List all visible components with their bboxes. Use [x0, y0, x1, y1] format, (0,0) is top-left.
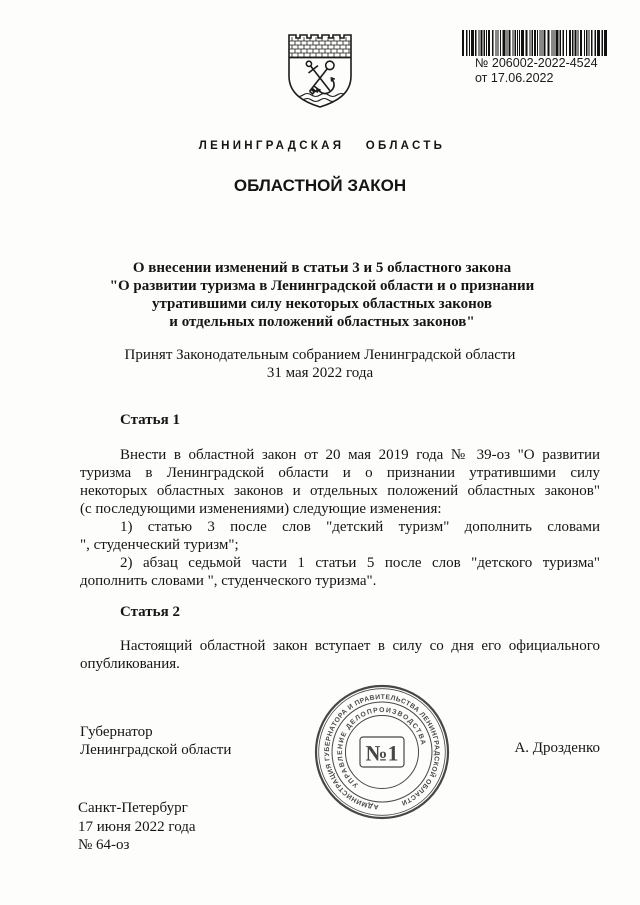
article-2-body	[80, 637, 600, 673]
barcode-bar	[526, 30, 528, 56]
law-title-line: "О развитии туризма в Ленинградской области и о признании	[109, 278, 535, 294]
barcode-bar	[591, 30, 593, 56]
barcode-bar	[496, 30, 497, 56]
barcode-bar	[521, 30, 524, 56]
barcode-bar	[479, 30, 480, 56]
barcode-bar	[556, 30, 559, 56]
footer-place: Санкт-Петербург	[78, 800, 188, 816]
article-1-body	[80, 446, 600, 590]
adoption-line: Принят Законодательным собранием Ленинградской области	[124, 347, 516, 363]
barcode-bar	[597, 30, 600, 56]
barcode-bar	[554, 30, 555, 56]
stamp-center-number: №1	[365, 740, 399, 766]
list-item-line: дополнить словами ", студенческого туризма".	[80, 573, 377, 589]
region-heading: ЛЕНИНГРАДСКАЯ ОБЛАСТЬ	[198, 140, 446, 152]
adoption-date: 31 мая 2022 года	[266, 365, 374, 381]
list-item-line: ", студенческий туризм";	[80, 537, 239, 553]
barcode-bar	[560, 30, 562, 56]
barcode-bar	[548, 30, 550, 56]
barcode-bar	[604, 30, 607, 56]
emblem-fortress-wall	[289, 37, 351, 57]
barcode-bar	[492, 30, 494, 56]
stamp-inner-ring-text: УПРАВЛЕНИЕ ДЕЛОПРОИЗВОДСТВА	[336, 706, 427, 789]
barcode-bar	[462, 30, 464, 56]
barcode-bar	[595, 30, 597, 56]
barcode-bar	[575, 30, 577, 56]
paragraph-line: (с последующими изменениями) следующие изменения:	[80, 501, 442, 517]
footer-number: № 64-оз	[78, 837, 130, 853]
barcode-bar	[509, 30, 511, 56]
barcode-bar	[534, 30, 536, 56]
barcode-bar	[540, 30, 541, 56]
barcode-bar	[471, 30, 474, 56]
barcode-bar	[584, 30, 585, 56]
list-item-line: 2) абзац седьмой части 1 статьи 5 после слов "детского туризма"	[120, 555, 600, 571]
paragraph-line: Настоящий областной закон вступает в силу со дня его официального	[120, 638, 600, 654]
stamp-outer-ring-text: АДМИНИСТРАЦИЯ ГУБЕРНАТОРА И ПРАВИТЕЛЬСТВА ЛЕНИНГРАДСКОЙ ОБЛАСТИ	[323, 693, 441, 810]
barcode-bar	[469, 30, 470, 56]
barcode-bar	[602, 30, 604, 56]
paragraph-line: опубликования.	[80, 656, 180, 672]
barcode-bar	[486, 30, 487, 56]
barcode-bar	[513, 30, 514, 56]
law-title-line: О внесении изменений в статьи 3 и 5 областного закона	[132, 260, 512, 276]
barcode-bar	[537, 30, 538, 56]
barcode-bar	[542, 30, 543, 56]
barcode-bar	[515, 30, 517, 56]
emblem-brick-lines	[289, 37, 351, 57]
barcode-bar	[517, 30, 518, 56]
barcode-bar	[507, 30, 508, 56]
barcode-bar	[498, 30, 499, 56]
registration-date: от 17.06.2022	[475, 71, 554, 85]
barcode-bar	[484, 30, 486, 56]
registration-block	[475, 56, 598, 86]
barcode-bar	[580, 30, 582, 56]
barcode-bar	[519, 30, 520, 56]
signer-title	[80, 723, 231, 759]
article-2-heading: Статья 2	[120, 604, 180, 620]
adoption-note	[0, 346, 640, 382]
article-1-heading: Статья 1	[120, 412, 180, 428]
barcode-bar	[532, 30, 534, 56]
signer-name: А. Дрозденко	[514, 740, 600, 756]
official-stamp	[312, 682, 452, 822]
barcode-bar	[578, 30, 579, 56]
barcode-bar	[466, 30, 468, 56]
paragraph-line: туризма в Ленинградской области и о признании утратившими силу	[80, 465, 600, 481]
paragraph-line: некоторых областных законов и отдельных положений областных законов"	[80, 483, 600, 499]
registration-number: № 206002-2022-4524	[475, 56, 598, 70]
barcode-bar	[566, 30, 567, 56]
emblem-anchor	[299, 55, 339, 98]
barcode-bar	[500, 30, 501, 56]
barcode-bar	[530, 30, 531, 56]
barcode-bar	[586, 30, 588, 56]
barcode-bar	[552, 30, 553, 56]
barcode-bar	[503, 30, 506, 56]
signer-title-line: Губернатор	[80, 724, 153, 740]
barcode-bar	[569, 30, 571, 56]
barcode-bar	[481, 30, 483, 56]
barcode-bar	[589, 30, 590, 56]
footer-date: 17 июня 2022 года	[78, 818, 196, 835]
barcode-bar	[544, 30, 546, 56]
document-footer	[78, 799, 196, 855]
list-item-line: 1) статью 3 после слов "детский туризм" дополнить словами	[120, 519, 600, 535]
document-type-heading: ОБЛАСТНОЙ ЗАКОН	[233, 176, 407, 195]
signer-title-line: Ленинградской области	[80, 742, 232, 758]
law-title	[2, 259, 640, 331]
barcode-bar	[488, 30, 490, 56]
barcode-bar	[475, 30, 477, 56]
barcode-bar	[563, 30, 565, 56]
barcode	[462, 30, 608, 56]
law-title-line: и отдельных положений областных законов"	[169, 314, 475, 330]
law-title-line: утратившими силу некоторых областных законов	[151, 296, 493, 312]
coat-of-arms-icon	[286, 32, 354, 108]
barcode-bar	[572, 30, 574, 56]
paragraph-line: Внести в областной закон от 20 мая 2019 года № 39-оз "О развитии	[120, 447, 600, 463]
